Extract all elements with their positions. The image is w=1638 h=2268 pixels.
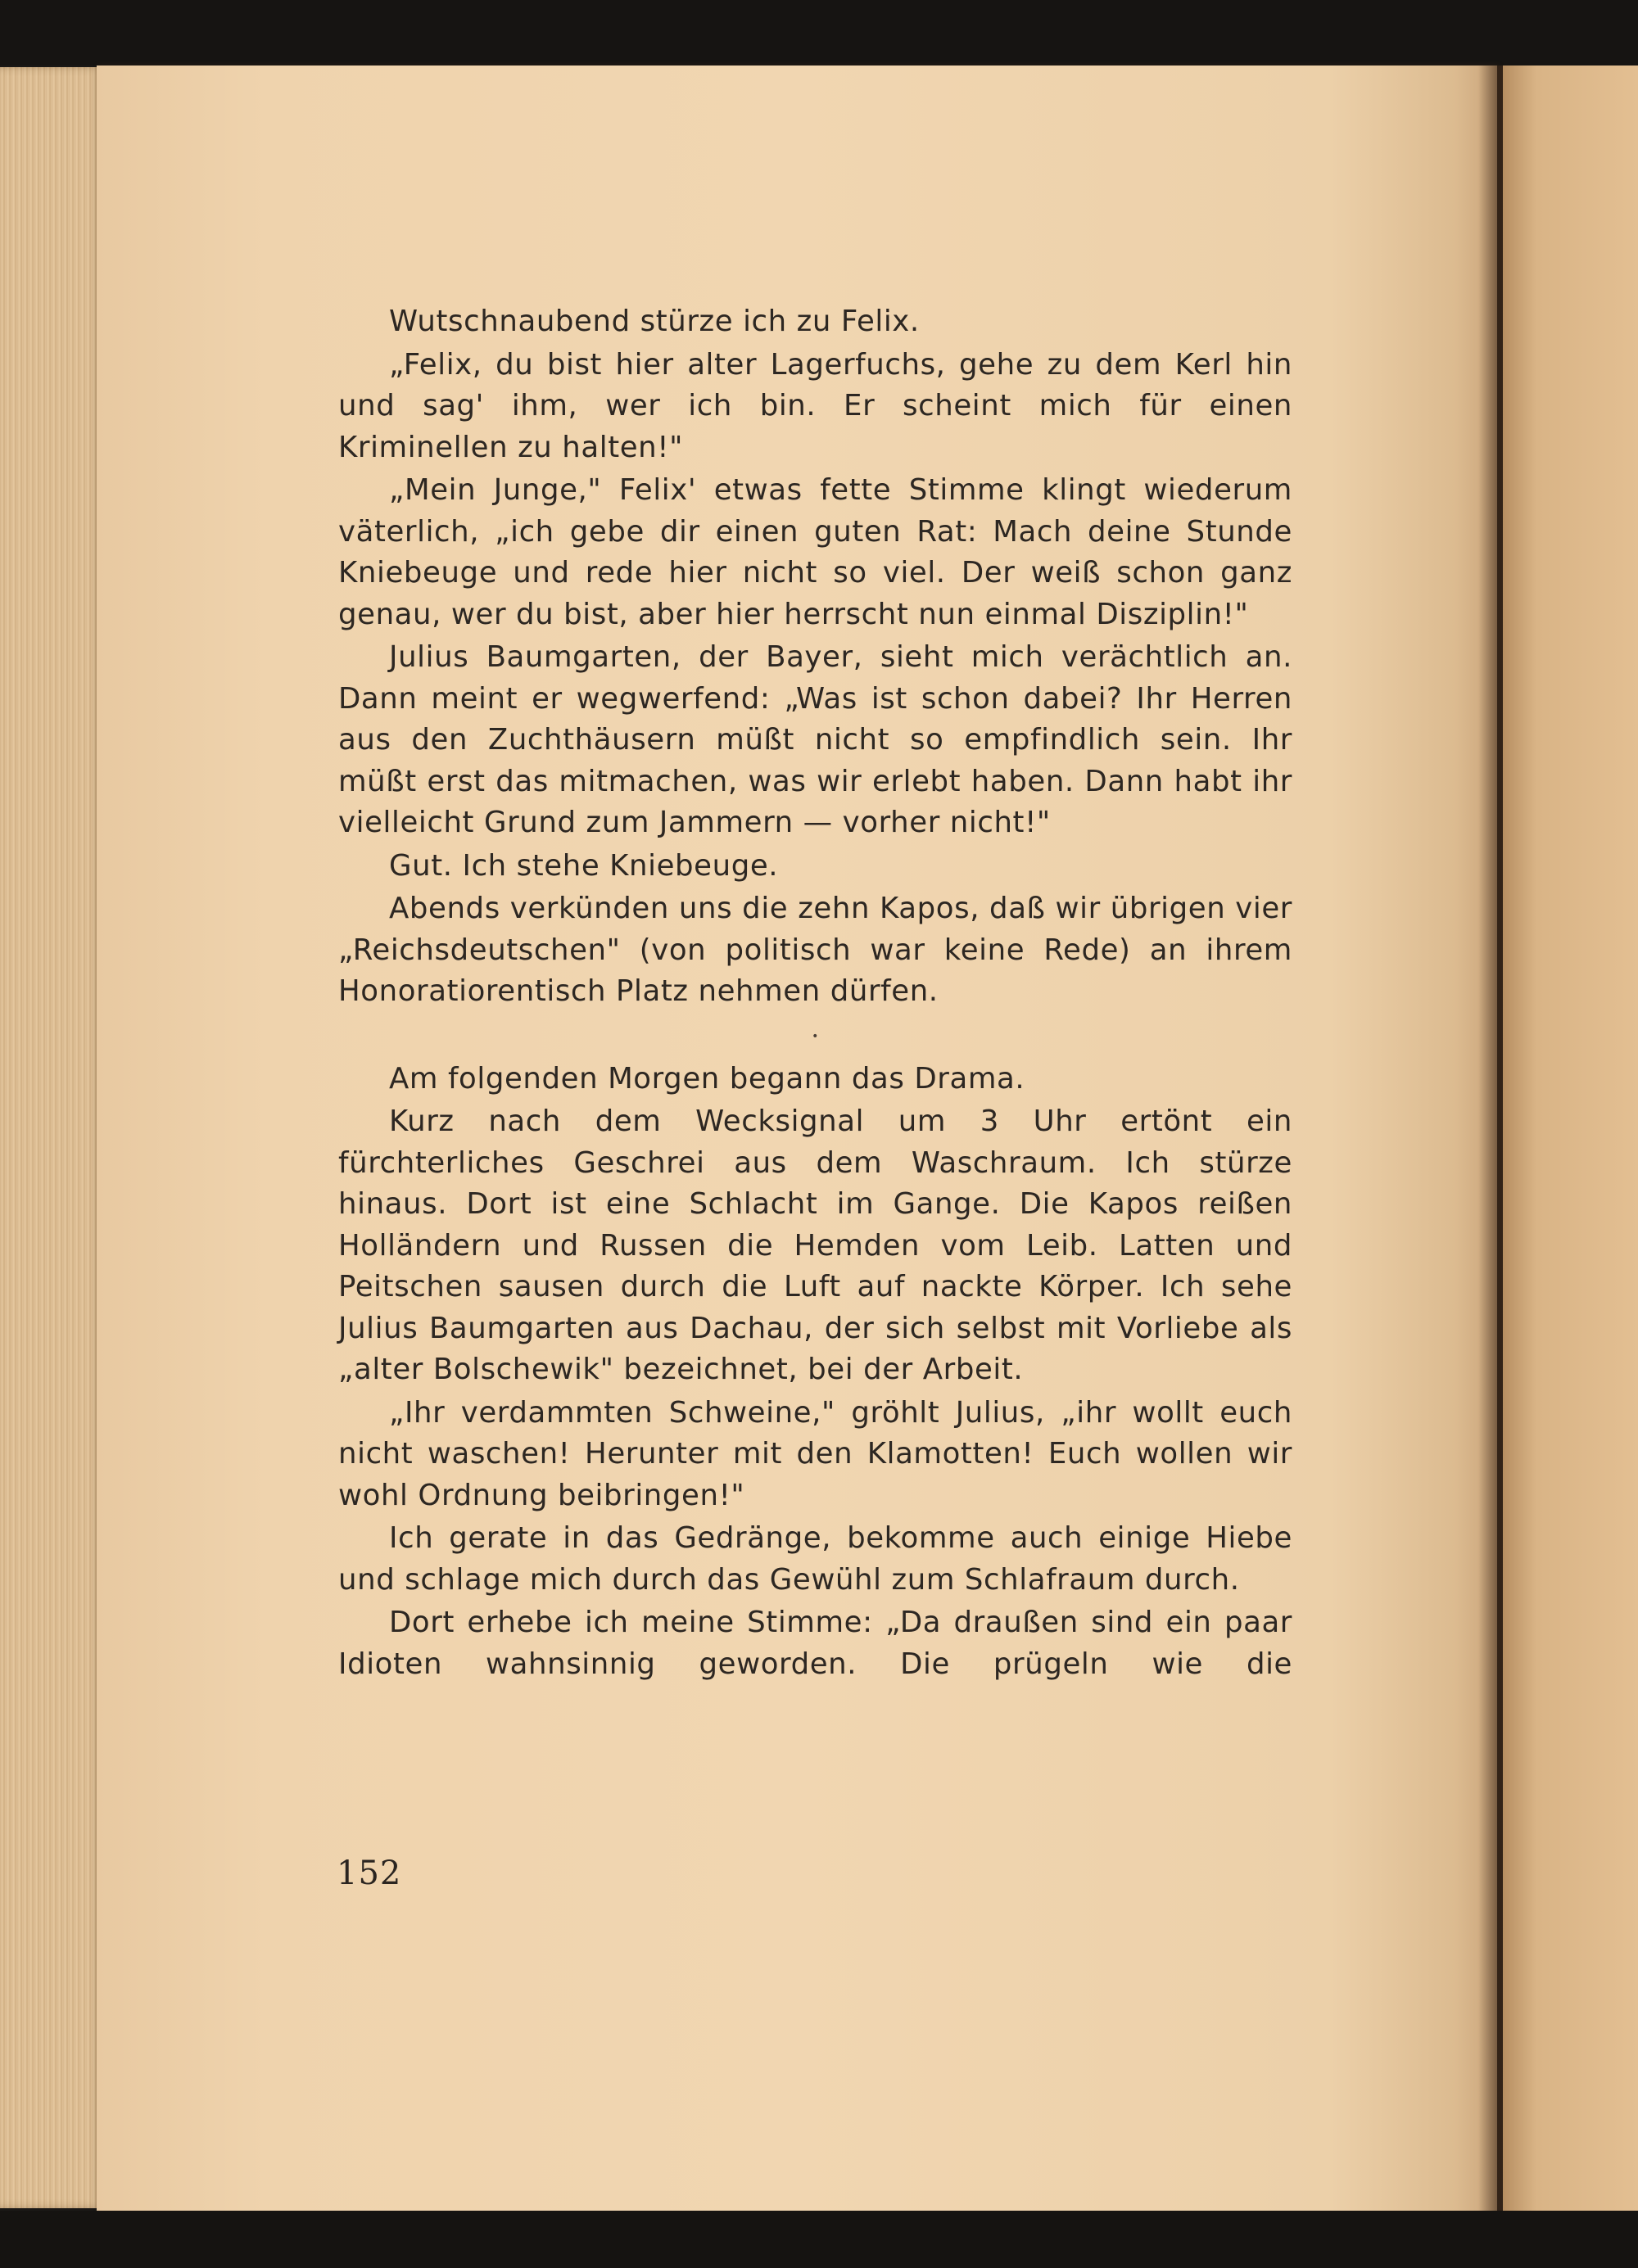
paragraph: „Ihr verdammten Schweine," gröhlt Julius, „ihr wollt euch nicht waschen! Herunter mit den Klamotten! Euch wollen wir wohl Ordnung beibringen!": [338, 1395, 1292, 1512]
page-number: 152: [337, 1855, 402, 1892]
gutter-shadow: [1478, 66, 1503, 2211]
page-stack-edges: [0, 67, 102, 2208]
paragraph: Abends verkünden uns die zehn Kapos, daß wir übrigen vier „Reichsdeutschen" (von politisch war keine Rede) an ihrem Honoratiorentisch Platz nehmen dürfen.: [338, 892, 1292, 1008]
paragraph: Dort erhebe ich meine Stimme: „Da draußen sind ein paar Idioten wahnsinnig geworden. Die prügeln wie die: [338, 1606, 1292, 1681]
body-text: [338, 301, 1292, 1687]
paragraph: Gut. Ich stehe Kniebeuge.: [389, 848, 779, 883]
paragraph: Am folgenden Morgen begann das Drama.: [389, 1061, 1025, 1096]
paragraph: „Mein Junge," Felix' etwas fette Stimme klingt wiederum väterlich, „ich gebe dir einen guten Rat: Mach deine Stunde Kniebeuge und rede hier nicht so viel. Der weiß schon ganz genau, wer du bist, aber hier herrscht nun einmal Disziplin!": [338, 473, 1292, 631]
paragraph: Wutschnaubend stürze ich zu Felix.: [389, 305, 920, 338]
paragraph: „Felix, du bist hier alter Lagerfuchs, gehe zu dem Kerl hin und sag' ihm, wer ich bin. Er scheint mich für einen Kriminellen zu halten!": [338, 347, 1292, 464]
scan-background-bottom: [0, 2211, 1638, 2268]
paragraph: Kurz nach dem Wecksignal um 3 Uhr ertönt ein fürchterliches Geschrei aus dem Waschraum. Ich stürze hinaus. Dort ist eine Schlacht im Gange. Die Kapos reißen Holländern und Russen die Hemden vom Leib. Latten und Peitschen sausen durch die Luft auf nackte Körper. Ich sehe Julius Baumgarten aus Dachau, der sich selbst mit Vorliebe als „alter Bolschewik" bezeichnet, bei der Arbeit.: [338, 1105, 1292, 1386]
section-break-mark: •: [812, 1029, 819, 1043]
paragraph: Julius Baumgarten, der Bayer, sieht mich verächtlich an. Dann meint er wegwerfend: „Was ist schon dabei? Ihr Herren aus den Zuchthäusern müßt nicht so empfindlich sein. Ihr müßt erst das mitmachen, was wir erlebt haben. Dann habt ihr vielleicht Grund zum Jammern — vorher nicht!": [338, 640, 1292, 839]
scan-background-top: [0, 0, 1638, 66]
facing-page-edge: [1503, 66, 1638, 2211]
paragraph: Ich gerate in das Gedränge, bekomme auch einige Hiebe und schlage mich durch das Gewühl zum Schlafraum durch.: [338, 1521, 1292, 1597]
